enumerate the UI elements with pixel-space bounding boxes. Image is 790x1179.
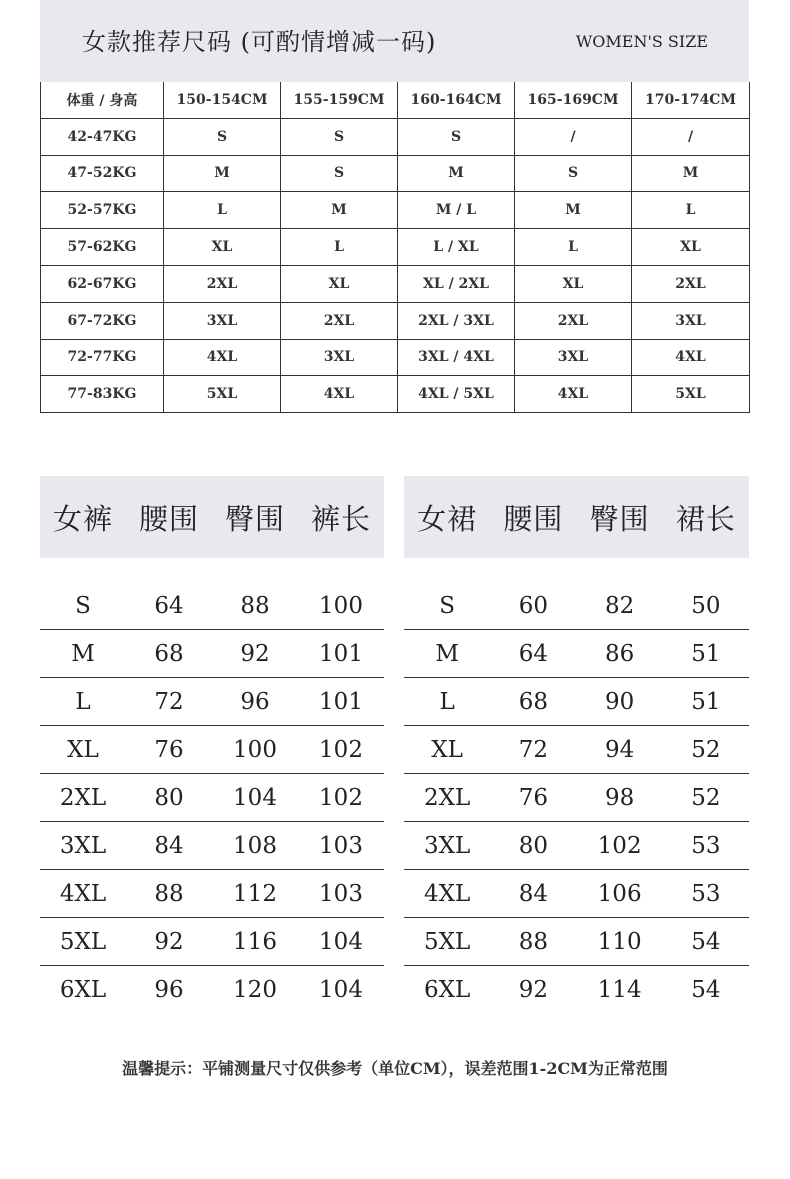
table-cell: 2XL / 3XL	[398, 302, 515, 339]
size-label-cell: L	[439, 688, 455, 715]
size-chart-header	[40, 0, 749, 82]
pants-table	[40, 582, 384, 1014]
row-label-cell: 67-72KG	[41, 302, 164, 339]
measurement-cell: 96	[240, 688, 270, 715]
table-row	[404, 582, 749, 630]
table-cell: 5XL	[632, 376, 750, 413]
table-cell: L	[632, 192, 750, 229]
measurement-cell: 100	[233, 736, 277, 763]
measurement-cell: 92	[240, 640, 270, 667]
table-row	[404, 870, 749, 918]
table-row	[40, 582, 384, 630]
pants-header-label: 腰围	[138, 501, 199, 536]
table-row	[41, 265, 750, 302]
measurement-cell: 103	[319, 880, 363, 907]
size-label-cell: XL	[431, 736, 463, 763]
measurement-cell: 112	[233, 880, 277, 907]
skirt-table	[404, 582, 749, 1014]
size-label-cell: S	[75, 592, 91, 619]
table-row	[41, 339, 750, 376]
table-cell: 160-164CM	[398, 82, 515, 118]
measurement-cell: 54	[691, 928, 721, 955]
pants-header-label: 裤长	[310, 501, 371, 536]
table-row	[404, 966, 749, 1014]
measurement-cell: 90	[604, 688, 635, 715]
table-row	[40, 678, 384, 726]
measurement-cell: 64	[518, 640, 549, 667]
table-cell: 150-154CM	[164, 82, 281, 118]
size-label-cell: 4XL	[423, 880, 471, 907]
measurement-cell: 52	[691, 784, 721, 811]
table-cell: XL	[515, 265, 632, 302]
table-row	[41, 155, 750, 192]
table-cell: 3XL	[515, 339, 632, 376]
table-cell: S	[398, 118, 515, 155]
table-row	[404, 918, 749, 966]
table-cell: L	[164, 192, 281, 229]
measurement-cell: 104	[233, 784, 277, 811]
size-label-cell: 3XL	[423, 832, 471, 859]
table-cell: 3XL	[164, 302, 281, 339]
pants-header-label: 女裤	[52, 501, 113, 536]
measurement-cell: 106	[597, 880, 642, 907]
measurement-cell: 102	[319, 736, 363, 763]
measurement-cell: 86	[604, 640, 635, 667]
measurement-cell: 68	[154, 640, 184, 667]
table-cell: XL / 2XL	[398, 265, 515, 302]
measurement-cell: 84	[518, 880, 549, 907]
measurement-cell: 84	[154, 832, 184, 859]
table-row	[404, 822, 749, 870]
size-label-cell: XL	[67, 736, 99, 763]
measurement-cell: 96	[154, 977, 184, 1003]
table-cell: 3XL	[632, 302, 750, 339]
size-label-cell: M	[71, 640, 95, 667]
recommended-size-table	[40, 82, 750, 413]
page-subtitle: WOMEN'S SIZE	[575, 32, 708, 51]
size-label-cell: 5XL	[423, 928, 471, 955]
table-row	[40, 966, 384, 1014]
measurement-cell: 101	[319, 688, 363, 715]
measurement-cell: 102	[319, 784, 363, 811]
measurement-cell: 110	[597, 928, 642, 955]
measurement-cell: 88	[154, 880, 184, 907]
measurement-note: 温馨提示：平铺测量尺寸仅供参考（单位CM），误差范围1-2CM为正常范围	[122, 1059, 668, 1078]
measurement-cell: 100	[319, 592, 363, 619]
table-cell: 4XL	[281, 376, 398, 413]
measurement-cell: 120	[233, 977, 277, 1003]
table-row	[41, 376, 750, 413]
measurement-cell: 72	[518, 736, 549, 763]
table-cell: M	[632, 155, 750, 192]
skirt-header-label: 女裙	[417, 501, 478, 536]
measurement-cell: 80	[518, 832, 549, 859]
measurement-cell: 76	[154, 736, 184, 763]
table-cell: S	[164, 118, 281, 155]
measurement-cell: 92	[518, 977, 549, 1003]
table-cell: 2XL	[632, 265, 750, 302]
table-cell: XL	[281, 265, 398, 302]
table-cell: 2XL	[164, 265, 281, 302]
table-row	[41, 229, 750, 266]
table-cell: /	[515, 118, 632, 155]
table-cell: L / XL	[398, 229, 515, 266]
size-label-cell: 5XL	[59, 928, 107, 955]
table-cell: S	[281, 155, 398, 192]
table-cell: 3XL / 4XL	[398, 339, 515, 376]
table-row	[40, 870, 384, 918]
measurement-cell: 104	[319, 977, 363, 1003]
measurement-cell: 51	[691, 688, 721, 715]
measurement-cell: 53	[691, 832, 721, 859]
row-label-cell: 77-83KG	[41, 376, 164, 413]
table-cell: L	[515, 229, 632, 266]
size-label-cell: 6XL	[423, 977, 471, 1003]
row-label-cell: 62-67KG	[41, 265, 164, 302]
table-row	[40, 630, 384, 678]
measurement-cell: 108	[233, 832, 277, 859]
table-row	[40, 918, 384, 966]
table-row	[40, 726, 384, 774]
size-label-cell: S	[439, 592, 455, 619]
table-cell: 2XL	[515, 302, 632, 339]
skirt-header	[404, 476, 749, 558]
measurement-cell: 80	[154, 784, 184, 811]
table-cell: M	[398, 155, 515, 192]
measurement-cell: 94	[604, 736, 635, 763]
measurement-cell: 101	[319, 640, 363, 667]
measurement-cell: 72	[154, 688, 184, 715]
table-cell: 3XL	[281, 339, 398, 376]
size-label-cell: 6XL	[59, 977, 107, 1003]
measurement-cell: 68	[518, 688, 549, 715]
table-cell: M	[164, 155, 281, 192]
table-cell: 170-174CM	[632, 82, 750, 118]
table-cell: 4XL	[515, 376, 632, 413]
measurement-cell: 54	[691, 977, 721, 1003]
table-cell: S	[515, 155, 632, 192]
table-row	[404, 678, 749, 726]
measurement-cell: 64	[154, 592, 184, 619]
size-label-cell: 2XL	[59, 784, 107, 811]
pants-header	[40, 476, 384, 558]
measurement-cell: 104	[319, 928, 363, 955]
table-cell: 4XL	[632, 339, 750, 376]
table-cell: 165-169CM	[515, 82, 632, 118]
table-cell: 4XL / 5XL	[398, 376, 515, 413]
table-row	[41, 118, 750, 155]
table-row	[404, 726, 749, 774]
page-title: 女款推荐尺码 (可酌情增减一码)	[82, 28, 437, 56]
pants-size-panel	[40, 476, 384, 1014]
table-row	[40, 774, 384, 822]
measurement-cell: 88	[240, 592, 270, 619]
skirt-size-panel	[404, 476, 749, 1014]
table-row	[404, 630, 749, 678]
table-cell: XL	[632, 229, 750, 266]
measurement-cell: 76	[518, 784, 549, 811]
size-label-cell: 4XL	[59, 880, 107, 907]
measurement-cell: 51	[691, 640, 721, 667]
measurement-cell: 102	[597, 832, 642, 859]
table-row	[404, 774, 749, 822]
table-cell: XL	[164, 229, 281, 266]
table-cell: M / L	[398, 192, 515, 229]
measurement-cell: 92	[154, 928, 184, 955]
table-row	[41, 302, 750, 339]
measurement-cell: 98	[604, 784, 635, 811]
skirt-header-label: 裙长	[675, 501, 736, 536]
table-header-row	[41, 82, 750, 118]
table-cell: M	[281, 192, 398, 229]
table-cell: M	[515, 192, 632, 229]
size-label-cell: M	[435, 640, 459, 667]
size-label-cell: 2XL	[423, 784, 471, 811]
row-label-cell: 72-77KG	[41, 339, 164, 376]
pants-header-label: 臀围	[224, 501, 285, 536]
measurement-cell: 52	[691, 736, 721, 763]
table-cell: L	[281, 229, 398, 266]
size-label-cell: 3XL	[59, 832, 107, 859]
skirt-header-label: 臀围	[589, 501, 650, 536]
table-cell: 155-159CM	[281, 82, 398, 118]
skirt-header-label: 腰围	[503, 501, 564, 536]
row-label-cell: 52-57KG	[41, 192, 164, 229]
table-cell: /	[632, 118, 750, 155]
measurement-cell: 82	[604, 592, 635, 619]
table-cell: 4XL	[164, 339, 281, 376]
table-cell: 5XL	[164, 376, 281, 413]
table-cell: 2XL	[281, 302, 398, 339]
measurement-cell: 116	[233, 928, 277, 955]
row-label-cell: 42-47KG	[41, 118, 164, 155]
row-label-cell: 57-62KG	[41, 229, 164, 266]
measurement-cell: 88	[518, 928, 549, 955]
table-row	[41, 192, 750, 229]
measurement-cell: 60	[518, 592, 549, 619]
row-label-cell: 体重 / 身高	[41, 82, 164, 118]
size-label-cell: L	[75, 688, 91, 715]
measurement-cell: 50	[691, 592, 721, 619]
measurement-cell: 114	[597, 977, 642, 1003]
measurement-cell: 53	[691, 880, 721, 907]
row-label-cell: 47-52KG	[41, 155, 164, 192]
table-row	[40, 822, 384, 870]
table-cell: S	[281, 118, 398, 155]
measurement-cell: 103	[319, 832, 363, 859]
